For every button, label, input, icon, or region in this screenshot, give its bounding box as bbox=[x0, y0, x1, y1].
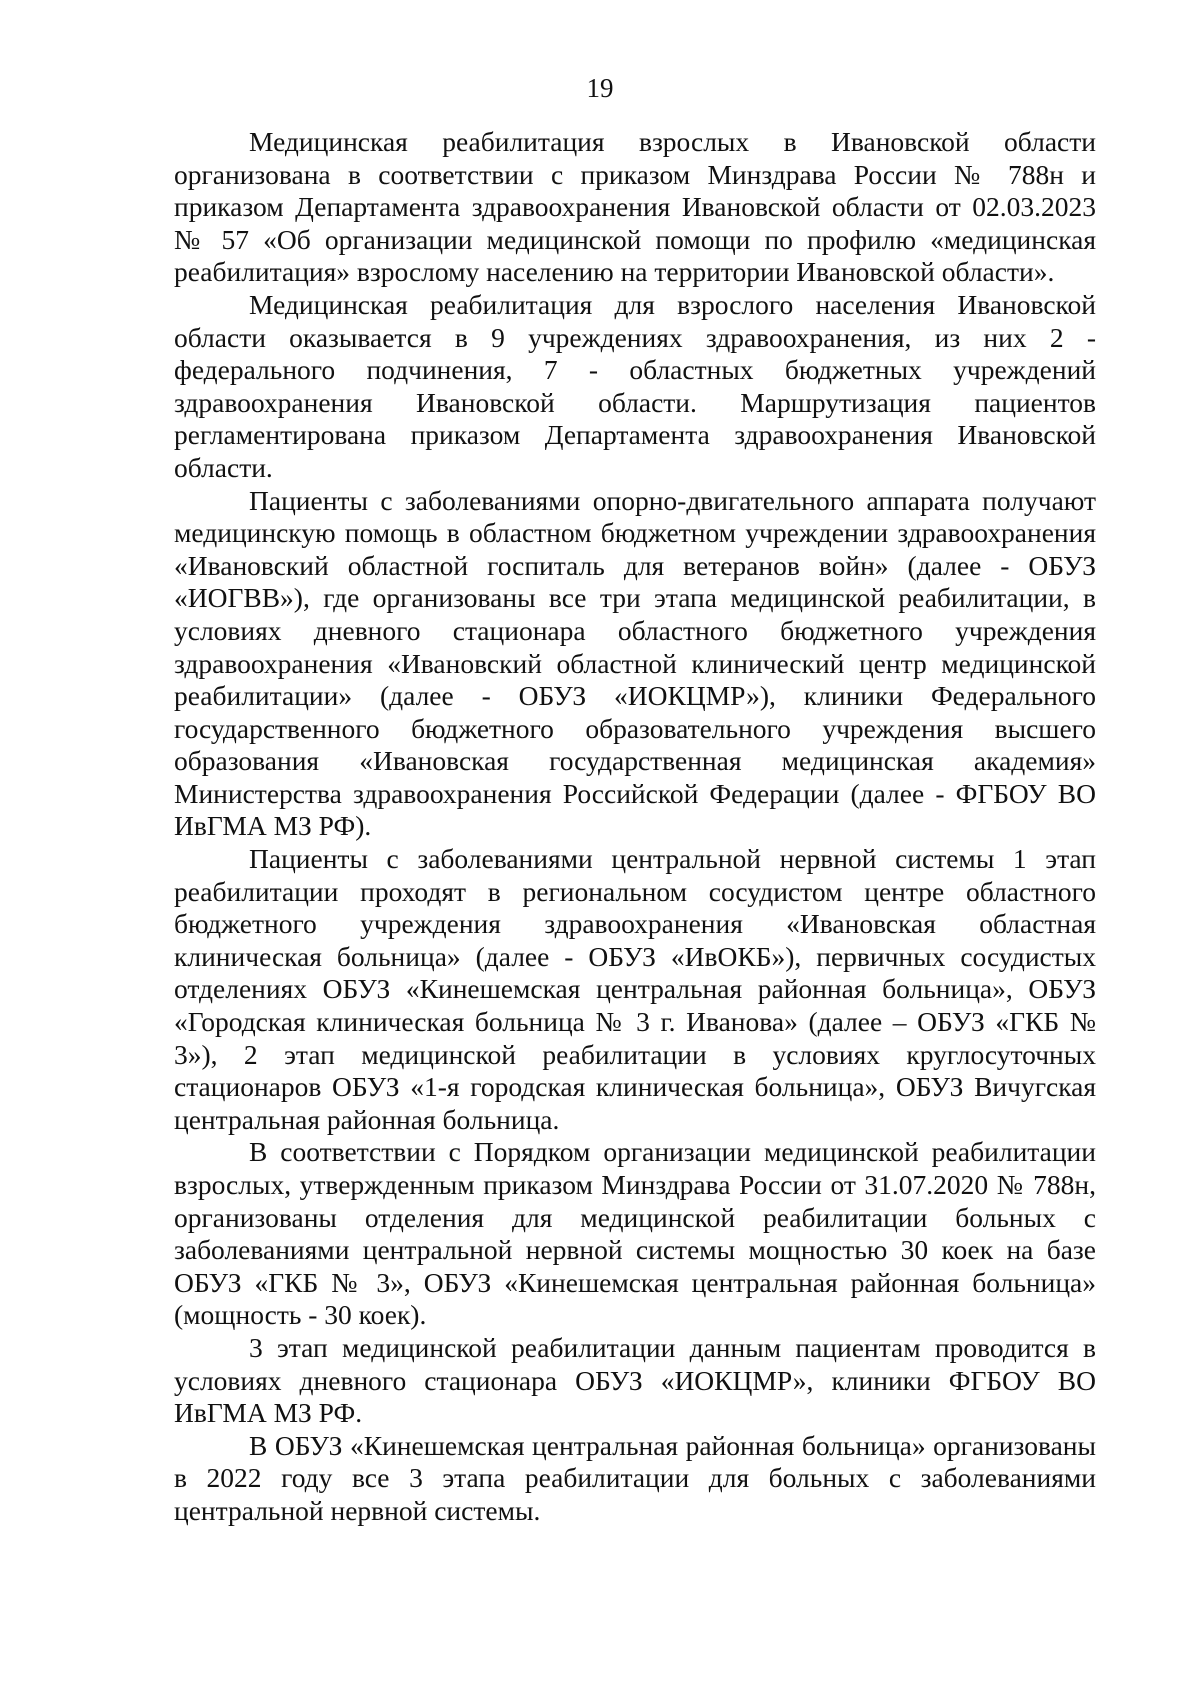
paragraph-rehab-institutions: Медицинская реабилитация для взрослого населения Ивановской области оказывается в 9 учреждениях здравоохранения, из них 2 - федерального подчинения, 7 - областных бюджетных учреждений здравоохранения Ивановской области. Маршрутизация пациентов регламентирована приказом Департамента здравоохранения Ивановской области. bbox=[174, 288, 1096, 483]
paragraph-rehab-organization: Медицинская реабилитация взрослых в Ивановской области организована в соответствии с приказом Минздрава России № 788н и приказом Департамента здравоохранения Ивановской области от 02.03.2023 № 57 «Об организации медицинской помощи по профилю «медицинская реабилитация» взрослому населению на территории Ивановской области». bbox=[174, 126, 1096, 288]
paragraph-rehab-departments: В соответствии с Порядком организации медицинской реабилитации взрослых, утвержденным приказом Минздрава России от 31.07.2020 № 788н, организованы отделения для медицинской реабилитации больных с заболеваниями центральной нервной системы мощностью 30 коек на базе ОБУЗ «ГКБ № 3», ОБУЗ «Кинешемская центральная районная больница» (мощность - 30 коек). bbox=[174, 1136, 1096, 1331]
paragraph-musculoskeletal-patients: Пациенты с заболеваниями опорно-двигательного аппарата получают медицинскую помощь в областном бюджетном учреждении здравоохранения «Ивановский областной госпиталь для ветеранов войн» (далее - ОБУЗ «ИОГВВ»), где организованы все три этапа медицинской реабилитации, в условиях дневного стационара областного бюджетного учреждения здравоохранения «Ивановский областной клинический центр медицинской реабилитации» (далее - ОБУЗ «ИОКЦМР»), клиники Федерального государственного бюджетного образовательного учреждения высшего образования «Ивановская государственная медицинская академия» Министерства здравоохранения Российской Федерации (далее - ФГБОУ ВО ИвГМА МЗ РФ). bbox=[174, 484, 1096, 842]
page-number: 19 bbox=[586, 73, 614, 103]
paragraph-stage-three: 3 этап медицинской реабилитации данным пациентам проводится в условиях дневного стационара ОБУЗ «ИОКЦМР», клиники ФГБОУ ВО ИвГМА МЗ РФ. bbox=[174, 1331, 1096, 1429]
document-body bbox=[174, 126, 1096, 1528]
paragraph-kineshma-hospital: В ОБУЗ «Кинешемская центральная районная больница» организованы в 2022 году все 3 этапа реабилитации для больных с заболеваниями центральной нервной системы. bbox=[174, 1429, 1096, 1526]
paragraph-cns-patients: Пациенты с заболеваниями центральной нервной системы 1 этап реабилитации проходят в региональном сосудистом центре областного бюджетного учреждения здравоохранения «Ивановская областная клиническая больница» (далее - ОБУЗ «ИвОКБ»), первичных сосудистых отделениях ОБУЗ «Кинешемская центральная районная больница», ОБУЗ «Городская клиническая больница № 3 г. Иванова» (далее – ОБУЗ «ГКБ № 3»), 2 этап медицинской реабилитации в условиях круглосуточных стационаров ОБУЗ «1-я городская клиническая больница», ОБУЗ Вичугская центральная районная больница. bbox=[174, 843, 1096, 1135]
